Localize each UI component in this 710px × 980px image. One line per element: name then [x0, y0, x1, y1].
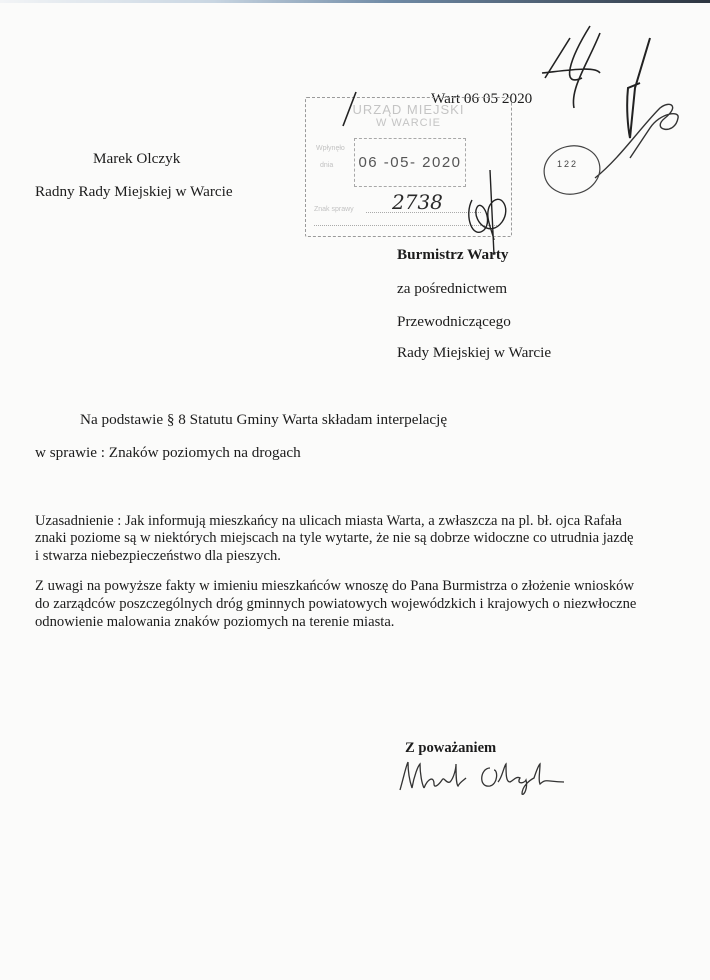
request-line2: do zarządców poszczególnych dróg gminnych powiatowych wojewódzkich i krajowych o niezwłoczne	[35, 596, 637, 612]
sender-name: Marek Olczyk	[93, 150, 181, 167]
stamp-case-label: Znak sprawy	[314, 206, 354, 213]
stamp-office-line1: URZĄD MIEJSKI	[352, 102, 465, 117]
justification-line1: Uzasadnienie : Jak informują mieszkańcy na ulicach miasta Warta, a zwłaszcza na pl. bł. ojca Rafała	[35, 513, 622, 529]
signature-strokes	[398, 758, 568, 798]
request-line1: Z uwagi na powyższe fakty w imieniu mieszkańców wnoszę do Pana Burmistrza o złożenie wniosków	[35, 578, 634, 594]
recipient-line1: Burmistrz Warty	[397, 246, 509, 263]
scan-top-edge	[0, 0, 710, 3]
circled-number: 122	[557, 159, 579, 169]
initials-signature	[462, 160, 522, 260]
registry-number: 2738	[392, 190, 443, 214]
place-date: Wart 06 05 2020	[431, 90, 533, 107]
request-line3: odnowienie malowania znaków poziomych na terenie miasta.	[35, 614, 395, 630]
stamp-day-label: dnia	[320, 162, 334, 169]
subject-line: w sprawie : Znaków poziomych na drogach	[35, 444, 301, 461]
sender-role: Radny Rady Miejskiej w Warcie	[35, 183, 233, 200]
recipient-line3: Przewodniczącego	[397, 313, 511, 330]
stamp-date-box	[354, 138, 466, 187]
justification-line2: znaki poziome są w niektórych miejscach na tyle wytarte, że nie są dobrze widoczne co utrudnia jazdę	[35, 530, 634, 546]
stamp-received-date: 06 -05- 2020	[358, 154, 462, 171]
closing-greeting: Z poważaniem	[405, 740, 497, 756]
stamp-office-line2: W WARCIE	[375, 117, 442, 129]
stamp-received-label: Wpłynęło	[316, 145, 345, 152]
approval-signatures	[540, 18, 710, 208]
intro-line: Na podstawie § 8 Statutu Gminy Warta składam interpelację	[80, 411, 448, 428]
recipient-line2: za pośrednictwem	[397, 280, 508, 297]
stamp-slash-mark	[340, 90, 360, 130]
handwritten-signature	[398, 758, 568, 798]
justification-line3: i stwarza niebezpieczeństwo dla pieszych.	[35, 548, 281, 564]
recipient-line4: Rady Miejskiej w Warcie	[397, 344, 552, 361]
